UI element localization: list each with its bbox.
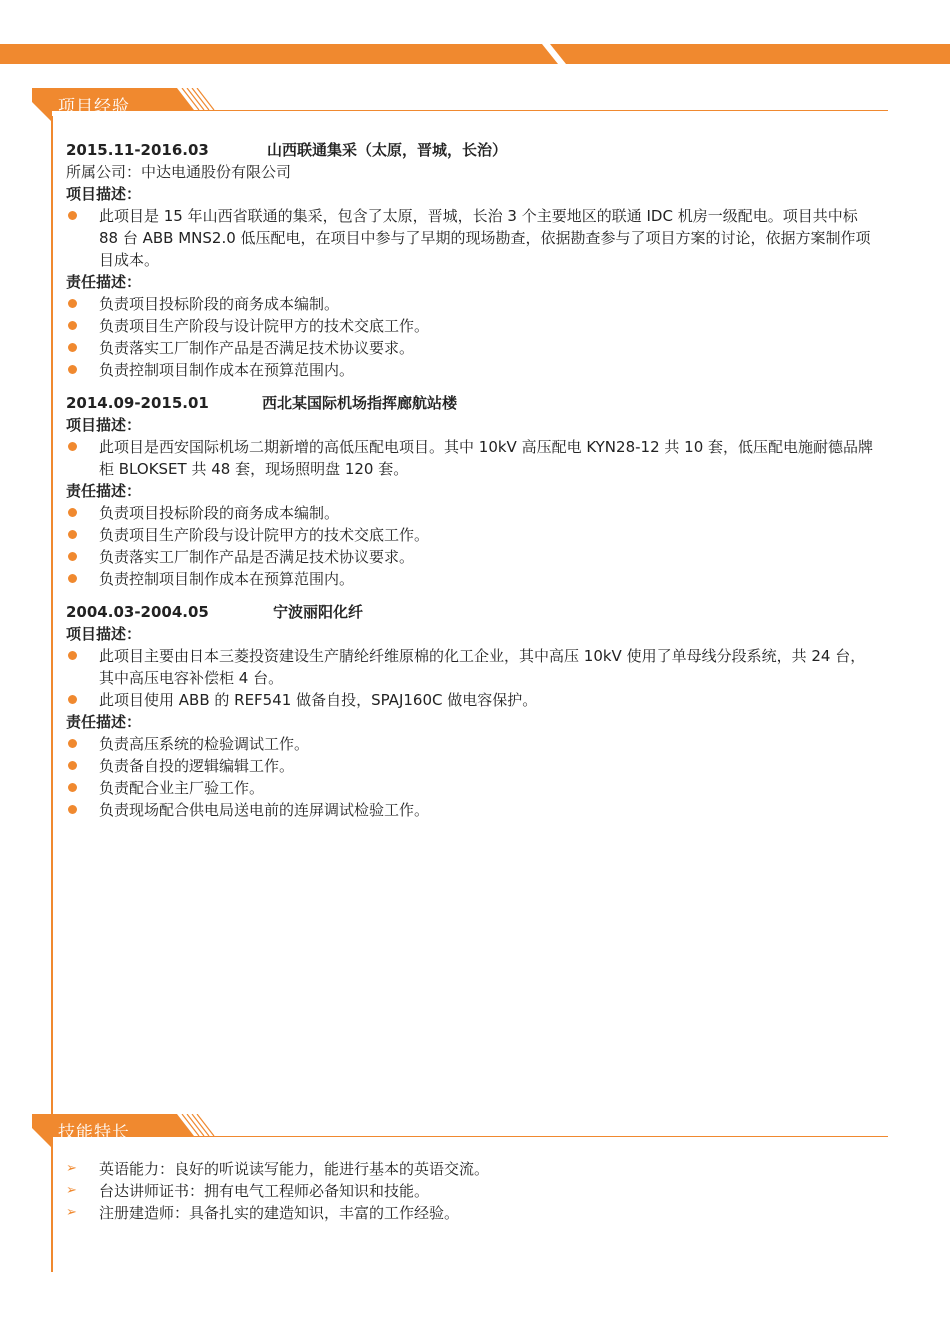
skills-list — [66, 1158, 876, 1224]
arrow-bullet-icon: ➢ — [66, 1205, 77, 1220]
top-banner — [0, 0, 950, 70]
bullet-dot-icon — [68, 739, 77, 748]
responsibility-list — [66, 293, 876, 381]
list-item: ➢ 台达讲师证书：拥有电气工程师必备知识和技能。 — [66, 1182, 430, 1200]
bullet-dot-icon — [68, 552, 77, 561]
bullet-dot-icon — [68, 365, 77, 374]
project-name: 山西联通集采（太原，晋城，长治） — [267, 141, 508, 159]
bullet-dot-icon — [68, 299, 77, 308]
bullet-dot-icon — [68, 651, 77, 660]
list-item: 负责控制项目制作成本在预算范围内。 — [66, 359, 876, 381]
skills-section-title: 技能特长 — [58, 1123, 130, 1143]
bullet-dot-icon — [68, 574, 77, 583]
list-item: 此项目主要由日本三菱投资建设生产腈纶纤维原棉的化工企业，其中高压 10kV 使用了单母线分段系统，共 24 台，其中高压电容补偿柜 4 台。 — [66, 645, 876, 689]
skills-section-header — [32, 1114, 888, 1148]
responsibility-list — [66, 502, 876, 590]
project-date: 2014.09-2015.01 — [66, 394, 209, 412]
list-item: 负责控制项目制作成本在预算范围内。 — [66, 568, 876, 590]
responsibility-list — [66, 733, 876, 821]
bullet-dot-icon — [68, 805, 77, 814]
bullet-dot-icon — [68, 508, 77, 517]
project-date: 2004.03-2004.05 — [66, 603, 209, 621]
bullet-dot-icon — [68, 530, 77, 539]
bullet-dot-icon — [68, 695, 77, 704]
description-label: 项目描述： — [66, 416, 142, 434]
list-item: 此项目是 15 年山西省联通的集采，包含了太原，晋城，长治 3 个主要地区的联通 IDC 机房一级配电。项目共中标 88 台 ABB MNS2.0 低压配电，在项目中参与了早期的现场勘查，依据勘查参与了项目方案的讨论，依据方案制作项目成本。 — [66, 205, 876, 271]
skills-content — [66, 1158, 876, 1224]
responsibility-label: 责任描述： — [66, 273, 142, 291]
list-item: 此项目使用 ABB 的 REF541 做备自投，SPAJ160C 做电容保护。 — [66, 689, 876, 711]
description-label: 项目描述： — [66, 625, 142, 643]
bullet-dot-icon — [68, 321, 77, 330]
project-name: 宁波丽阳化纤 — [273, 603, 364, 621]
projects-section-title: 项目经验 — [58, 97, 130, 117]
list-item: 负责备自投的逻辑编辑工作。 — [66, 755, 876, 777]
list-item: ➢ 英语能力：良好的听说读写能力，能进行基本的英语交流。 — [66, 1160, 490, 1178]
project-entry — [66, 139, 876, 381]
section-divider — [52, 1136, 888, 1137]
list-item: 负责项目生产阶段与设计院甲方的技术交底工作。 — [66, 524, 876, 546]
bullet-dot-icon — [68, 442, 77, 451]
project-heading — [66, 392, 876, 414]
list-item: 负责配合业主厂验工作。 — [66, 777, 876, 799]
arrow-bullet-icon: ➢ — [66, 1161, 77, 1176]
projects-content — [66, 139, 876, 832]
list-item: 负责落实工厂制作产品是否满足技术协议要求。 — [66, 546, 876, 568]
projects-section-header — [32, 88, 888, 122]
list-item: 此项目是西安国际机场二期新增的高低压配电项目。其中 10kV 高压配电 KYN28-12 共 10 套，低压配电施耐德品牌柜 BLOKSET 共 48 套，现场照明盘 120 套。 — [66, 436, 876, 480]
list-item: 负责现场配合供电局送电前的连屏调试检验工作。 — [66, 799, 876, 821]
list-item: 负责项目投标阶段的商务成本编制。 — [66, 502, 876, 524]
responsibility-label: 责任描述： — [66, 482, 142, 500]
list-item: ➢ 注册建造师：具备扎实的建造知识，丰富的工作经验。 — [66, 1204, 460, 1222]
list-item: 负责高压系统的检验调试工作。 — [66, 733, 876, 755]
description-list — [66, 436, 876, 480]
section-divider — [52, 110, 888, 111]
bullet-dot-icon — [68, 211, 77, 220]
list-item: 负责项目生产阶段与设计院甲方的技术交底工作。 — [66, 315, 876, 337]
responsibility-label: 责任描述： — [66, 713, 142, 731]
bullet-dot-icon — [68, 783, 77, 792]
project-name: 西北某国际机场指挥廊航站楼 — [262, 394, 458, 412]
project-company: 所属公司：中达电通股份有限公司 — [66, 163, 292, 181]
project-date: 2015.11-2016.03 — [66, 141, 209, 159]
project-entry — [66, 392, 876, 590]
bullet-dot-icon — [68, 343, 77, 352]
bullet-dot-icon — [68, 761, 77, 770]
project-heading — [66, 601, 876, 623]
list-item: 负责项目投标阶段的商务成本编制。 — [66, 293, 876, 315]
description-label: 项目描述： — [66, 185, 142, 203]
description-list — [66, 645, 876, 711]
left-vertical-rule — [51, 116, 53, 1272]
list-item: 负责落实工厂制作产品是否满足技术协议要求。 — [66, 337, 876, 359]
project-entry — [66, 601, 876, 821]
project-heading — [66, 139, 876, 161]
description-list — [66, 205, 876, 271]
arrow-bullet-icon: ➢ — [66, 1183, 77, 1198]
